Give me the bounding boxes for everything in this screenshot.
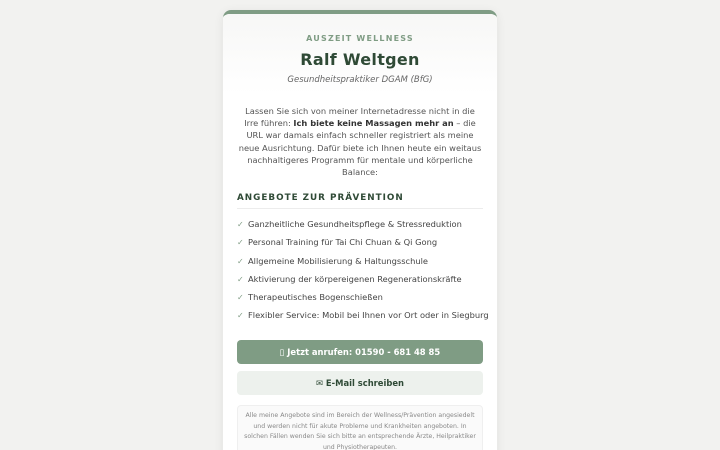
list-item xyxy=(237,215,483,233)
check-icon: ✓ xyxy=(237,220,244,230)
check-icon: ✓ xyxy=(237,274,244,284)
email-button[interactable]: ✉ E-Mail schreiben xyxy=(237,371,483,395)
profile-card xyxy=(223,10,497,450)
intro-part1: Lassen Sie sich von meiner Internetadresse nicht in die Irre führen: xyxy=(244,106,475,129)
offer-label: Allgemeine Mobilisierung & Haltungsschule xyxy=(248,255,429,266)
subtitle: Gesundheitspraktiker DGAM (BfG) xyxy=(287,75,433,85)
list-item xyxy=(237,306,489,324)
list-item xyxy=(237,270,483,288)
check-icon: ✓ xyxy=(237,311,244,321)
check-icon: ✓ xyxy=(237,238,244,248)
page-title: Ralf Weltgen xyxy=(300,50,420,69)
offers-list xyxy=(237,215,489,324)
offer-label: Flexibler Service: Mobil bei Ihnen vor Ort oder in Siegburg xyxy=(248,310,489,321)
list-item xyxy=(237,252,483,270)
check-icon: ✓ xyxy=(237,256,244,266)
offers-heading: ANGEBOTE ZUR PRÄVENTION xyxy=(237,193,483,209)
intro-text xyxy=(237,105,483,178)
list-item xyxy=(237,233,483,251)
call-button[interactable]: ▯ Jetzt anrufen: 01590 - 681 48 85 xyxy=(237,340,483,364)
intro-part2: – die URL war damals einfach schneller registriert als meine neue Ausrichtung. Dafür biete ich Ihnen heute ein weitaus nachhaltigeres Programm für mentale und körperliche Balance: xyxy=(238,118,482,178)
brand-label: AUSZEIT WELLNESS xyxy=(306,34,414,43)
offer-label: Personal Training für Tai Chi Chuan & Qi Gong xyxy=(248,237,438,248)
intro-bold: Ich biete keine Massagen mehr an xyxy=(293,118,454,129)
offer-label: Ganzheitliche Gesundheitspflege & Stressreduktion xyxy=(248,219,462,230)
disclaimer-text: Alle meine Angebote sind im Bereich der Wellness/Prävention angesiedelt und werden nicht für akute Probleme und Krankheiten angeboten. In solchen Fällen wenden Sie sich bitte an entsprechende Ärzte, Heilpraktiker und Physiotherapeuten. xyxy=(237,405,483,450)
offer-label: Aktivierung der körpereigenen Regenerationskräfte xyxy=(248,273,462,284)
list-item xyxy=(237,288,483,306)
offer-label: Therapeutisches Bogenschießen xyxy=(248,291,383,302)
check-icon: ✓ xyxy=(237,292,244,302)
